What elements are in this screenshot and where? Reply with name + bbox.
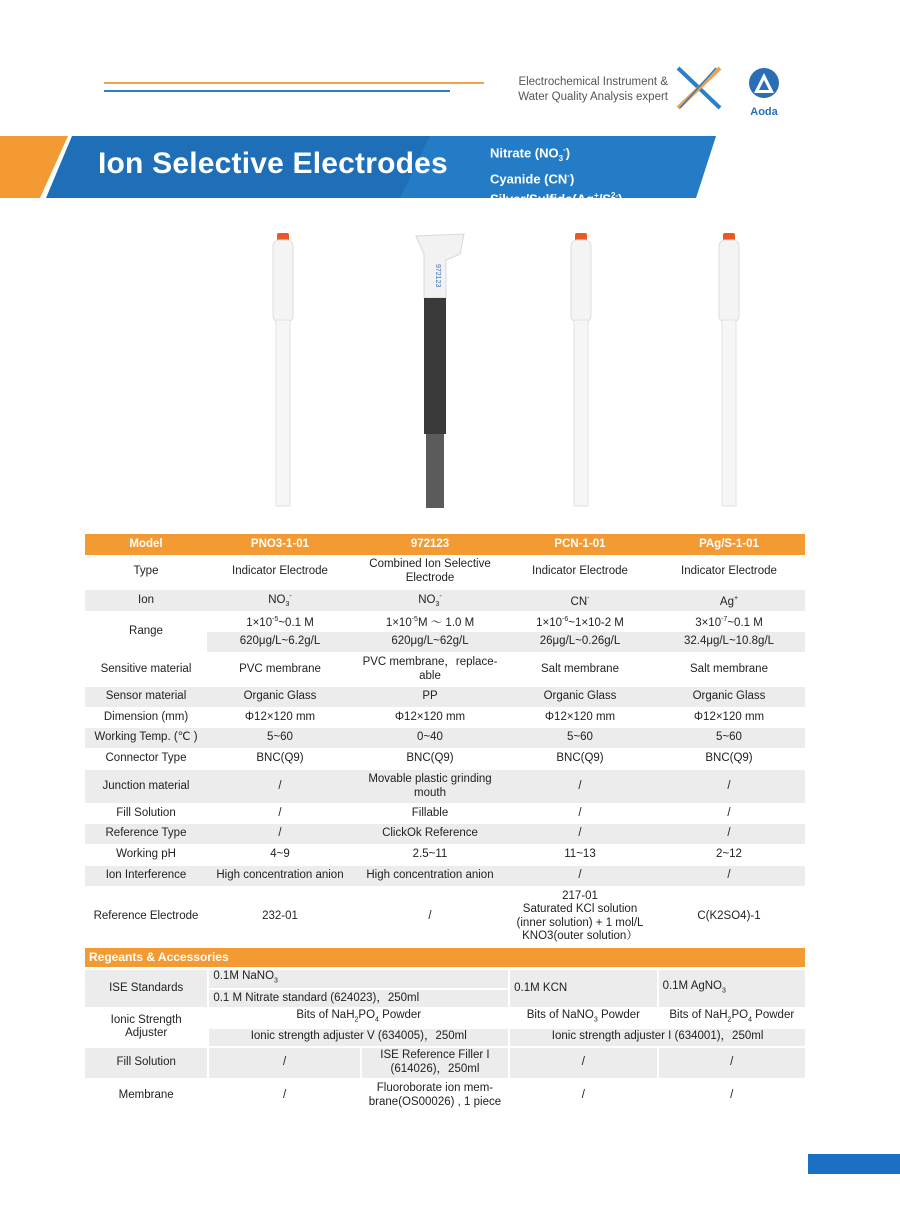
cell: / <box>507 866 653 887</box>
cell: Movable plastic grinding mouth <box>353 770 507 804</box>
cell: / <box>207 770 353 804</box>
row-label: Membrane <box>85 1080 207 1112</box>
cell: Indicator Electrode <box>507 555 653 589</box>
cell: 5~60 <box>653 728 805 749</box>
electrode-pcn-image <box>571 233 591 506</box>
cell: 11~13 <box>507 845 653 866</box>
product-photos <box>0 224 900 514</box>
row-sensor-material <box>85 687 805 708</box>
row-sensitive-material <box>85 653 805 687</box>
row-acc-fill-solution <box>85 1048 805 1078</box>
cell: Indicator Electrode <box>207 555 353 589</box>
cell: 0.1M AgNO$_3$ <box>659 970 805 1007</box>
cell: Organic Glass <box>653 687 805 708</box>
row-working-ph <box>85 845 805 866</box>
accessories-heading: Regeants & Accessories <box>85 948 805 967</box>
cell: 2~12 <box>653 845 805 866</box>
cell: Salt membrane <box>653 653 805 687</box>
cell: 0.1M NaNO$_3$ <box>209 970 508 988</box>
row-label: Fill Solution <box>85 1048 207 1078</box>
cell: / <box>510 1048 656 1078</box>
cell: Ionic strength adjuster V (634005)，250ml <box>209 1029 508 1046</box>
cell: / <box>209 1048 359 1078</box>
row-ion-interference <box>85 866 805 887</box>
header-pag: PAg/S-1-01 <box>653 534 805 555</box>
row-ion <box>85 589 805 612</box>
cell: Φ12×120 mm <box>353 708 507 728</box>
cell: PVC membrane <box>207 653 353 687</box>
row-range-molar <box>85 612 805 632</box>
row-type <box>85 555 805 589</box>
cell: 32.4μg/L~10.8g/L <box>653 632 805 653</box>
cell: C(K2SO4)-1 <box>653 887 805 947</box>
cell: / <box>653 770 805 804</box>
cell: Salt membrane <box>507 653 653 687</box>
row-ise-standards-1 <box>85 970 805 988</box>
svg-text:972123: 972123 <box>434 264 441 288</box>
subtitle-cyanide: Cyanide (CN-) <box>490 170 575 187</box>
cell: / <box>653 824 805 845</box>
cell: 0~40 <box>353 728 507 749</box>
page-footer-bar <box>808 1154 900 1174</box>
row-label: Junction material <box>85 770 207 804</box>
brand-name: Aoda <box>750 106 778 118</box>
cell: 0.1 M Nitrate standard (624023)，250ml <box>209 990 508 1007</box>
cell: Bits of NaNO$_3$ Powder <box>510 1009 656 1027</box>
cell: $NO_3^-$ <box>353 589 507 612</box>
cell: BNC(Q9) <box>507 749 653 770</box>
row-label: Sensitive material <box>85 653 207 687</box>
cell: Ionic strength adjuster I (634001)，250ml <box>510 1029 805 1046</box>
row-reference-type <box>85 824 805 845</box>
row-ionic-strength-1 <box>85 1009 805 1027</box>
cell: / <box>353 887 507 947</box>
header-pcn: PCN-1-01 <box>507 534 653 555</box>
cell: 4~9 <box>207 845 353 866</box>
row-working-temp <box>85 728 805 749</box>
row-label: Working Temp. (℃ ) <box>85 728 207 749</box>
cell: / <box>507 770 653 804</box>
row-label: Ion <box>85 589 207 612</box>
cell: Φ12×120 mm <box>653 708 805 728</box>
cell: Ag+ <box>653 589 805 612</box>
aoda-logo-icon <box>744 66 784 100</box>
row-label: Ion Interference <box>85 866 207 887</box>
cell: Indicator Electrode <box>653 555 805 589</box>
cell: 232-01 <box>207 887 353 947</box>
cell: ISE Reference Filler I (614026)，250ml <box>362 1048 508 1078</box>
cell: / <box>507 824 653 845</box>
header-972123: 972123 <box>353 534 507 555</box>
row-label: Type <box>85 555 207 589</box>
spec-table <box>85 534 805 947</box>
cell: Φ12×120 mm <box>207 708 353 728</box>
cell: / <box>653 866 805 887</box>
cell: ClickOk Reference <box>353 824 507 845</box>
row-membrane <box>85 1080 805 1112</box>
tagline-line-2: Water Quality Analysis expert <box>518 91 668 103</box>
row-label: Reference Type <box>85 824 207 845</box>
electrode-972123-image <box>416 234 464 508</box>
cell: 2.5~11 <box>353 845 507 866</box>
cell: 5~60 <box>207 728 353 749</box>
cell: Fillable <box>353 804 507 824</box>
row-label: Fill Solution <box>85 804 207 824</box>
cell: BNC(Q9) <box>653 749 805 770</box>
tagline <box>496 75 668 105</box>
electrode-pag-image <box>719 233 739 506</box>
subtitle-nitrate: Nitrate $(NO_3^-)$ <box>490 145 571 163</box>
electrode-pno3-image <box>273 233 293 506</box>
row-label: Working pH <box>85 845 207 866</box>
cell: / <box>659 1080 805 1112</box>
accessories-table <box>83 968 807 1114</box>
row-junction <box>85 770 805 804</box>
cell: Organic Glass <box>507 687 653 708</box>
row-fill-solution <box>85 804 805 824</box>
header-pno3: PNO3-1-01 <box>207 534 353 555</box>
cell: Φ12×120 mm <box>507 708 653 728</box>
cell: High concentration anion <box>207 866 353 887</box>
row-label: Dimension (mm) <box>85 708 207 728</box>
cell: PP <box>353 687 507 708</box>
cell: / <box>507 804 653 824</box>
header-model: Model <box>85 534 207 555</box>
row-label: Ionic Strength Adjuster <box>85 1009 207 1046</box>
cell: 620μg/L~6.2g/L <box>207 632 353 653</box>
cell: / <box>653 804 805 824</box>
cell: / <box>207 804 353 824</box>
row-label: Range <box>85 612 207 653</box>
row-reference-electrode <box>85 887 805 947</box>
cell: High concentration anion <box>353 866 507 887</box>
cell: Organic Glass <box>207 687 353 708</box>
cell: Fluoroborate ion mem-brane(OS00026) , 1 piece <box>362 1080 508 1112</box>
aoda-logo <box>744 66 784 118</box>
page-title: Ion Selective Electrodes <box>98 147 448 180</box>
row-label: Sensor material <box>85 687 207 708</box>
row-label: ISE Standards <box>85 970 207 1007</box>
cell: 620μg/L~62g/L <box>353 632 507 653</box>
cell: $3\times 10^{-7}\sim 0.1$ M <box>653 612 805 632</box>
tagline-line-1: Electrochemical Instrument & <box>518 76 668 88</box>
cell: / <box>207 824 353 845</box>
banner-subtitles <box>490 141 622 208</box>
cell: / <box>510 1080 656 1112</box>
cell: 0.1M KCN <box>510 970 656 1007</box>
cell: 217-01 Saturated KCl solution (inner solution) + 1 mol/L KNO3(outer solution） <box>507 887 653 947</box>
cell: Combined Ion Selective Electrode <box>353 555 507 589</box>
cell: 26μg/L~0.26g/L <box>507 632 653 653</box>
cell: $1\times 10^{-5}\sim 0.1$ M <box>207 612 353 632</box>
subtitle-silver-sulfide: Silver/$Sulfide(Ag^+/S^{2-})$ <box>490 191 623 207</box>
cell: $1\times 10^{-6}\sim 1\times 10-2$ M <box>507 612 653 632</box>
cell: Bits of $NaH_2PO_4$ Powder <box>209 1009 508 1027</box>
cell: CN- <box>507 589 653 612</box>
cell: $NO_3^-$ <box>207 589 353 612</box>
cell: Bits of $NaH_2PO_4$ Powder <box>659 1009 805 1027</box>
cell: BNC(Q9) <box>207 749 353 770</box>
cell: 5~60 <box>507 728 653 749</box>
header-line-blue <box>104 90 450 92</box>
row-connector <box>85 749 805 770</box>
cell: PVC membrane，replace-able <box>353 653 507 687</box>
cell: / <box>659 1048 805 1078</box>
cell: / <box>209 1080 359 1112</box>
spec-header-row <box>85 534 805 555</box>
row-label: Connector Type <box>85 749 207 770</box>
cell: BNC(Q9) <box>353 749 507 770</box>
cell: $1\times 10^{-5}M$ ～ 1.0 M <box>353 612 507 632</box>
row-dimension <box>85 708 805 728</box>
x-mark-icon <box>676 66 722 110</box>
row-label: Reference Electrode <box>85 887 207 947</box>
header-line-orange <box>104 82 484 84</box>
